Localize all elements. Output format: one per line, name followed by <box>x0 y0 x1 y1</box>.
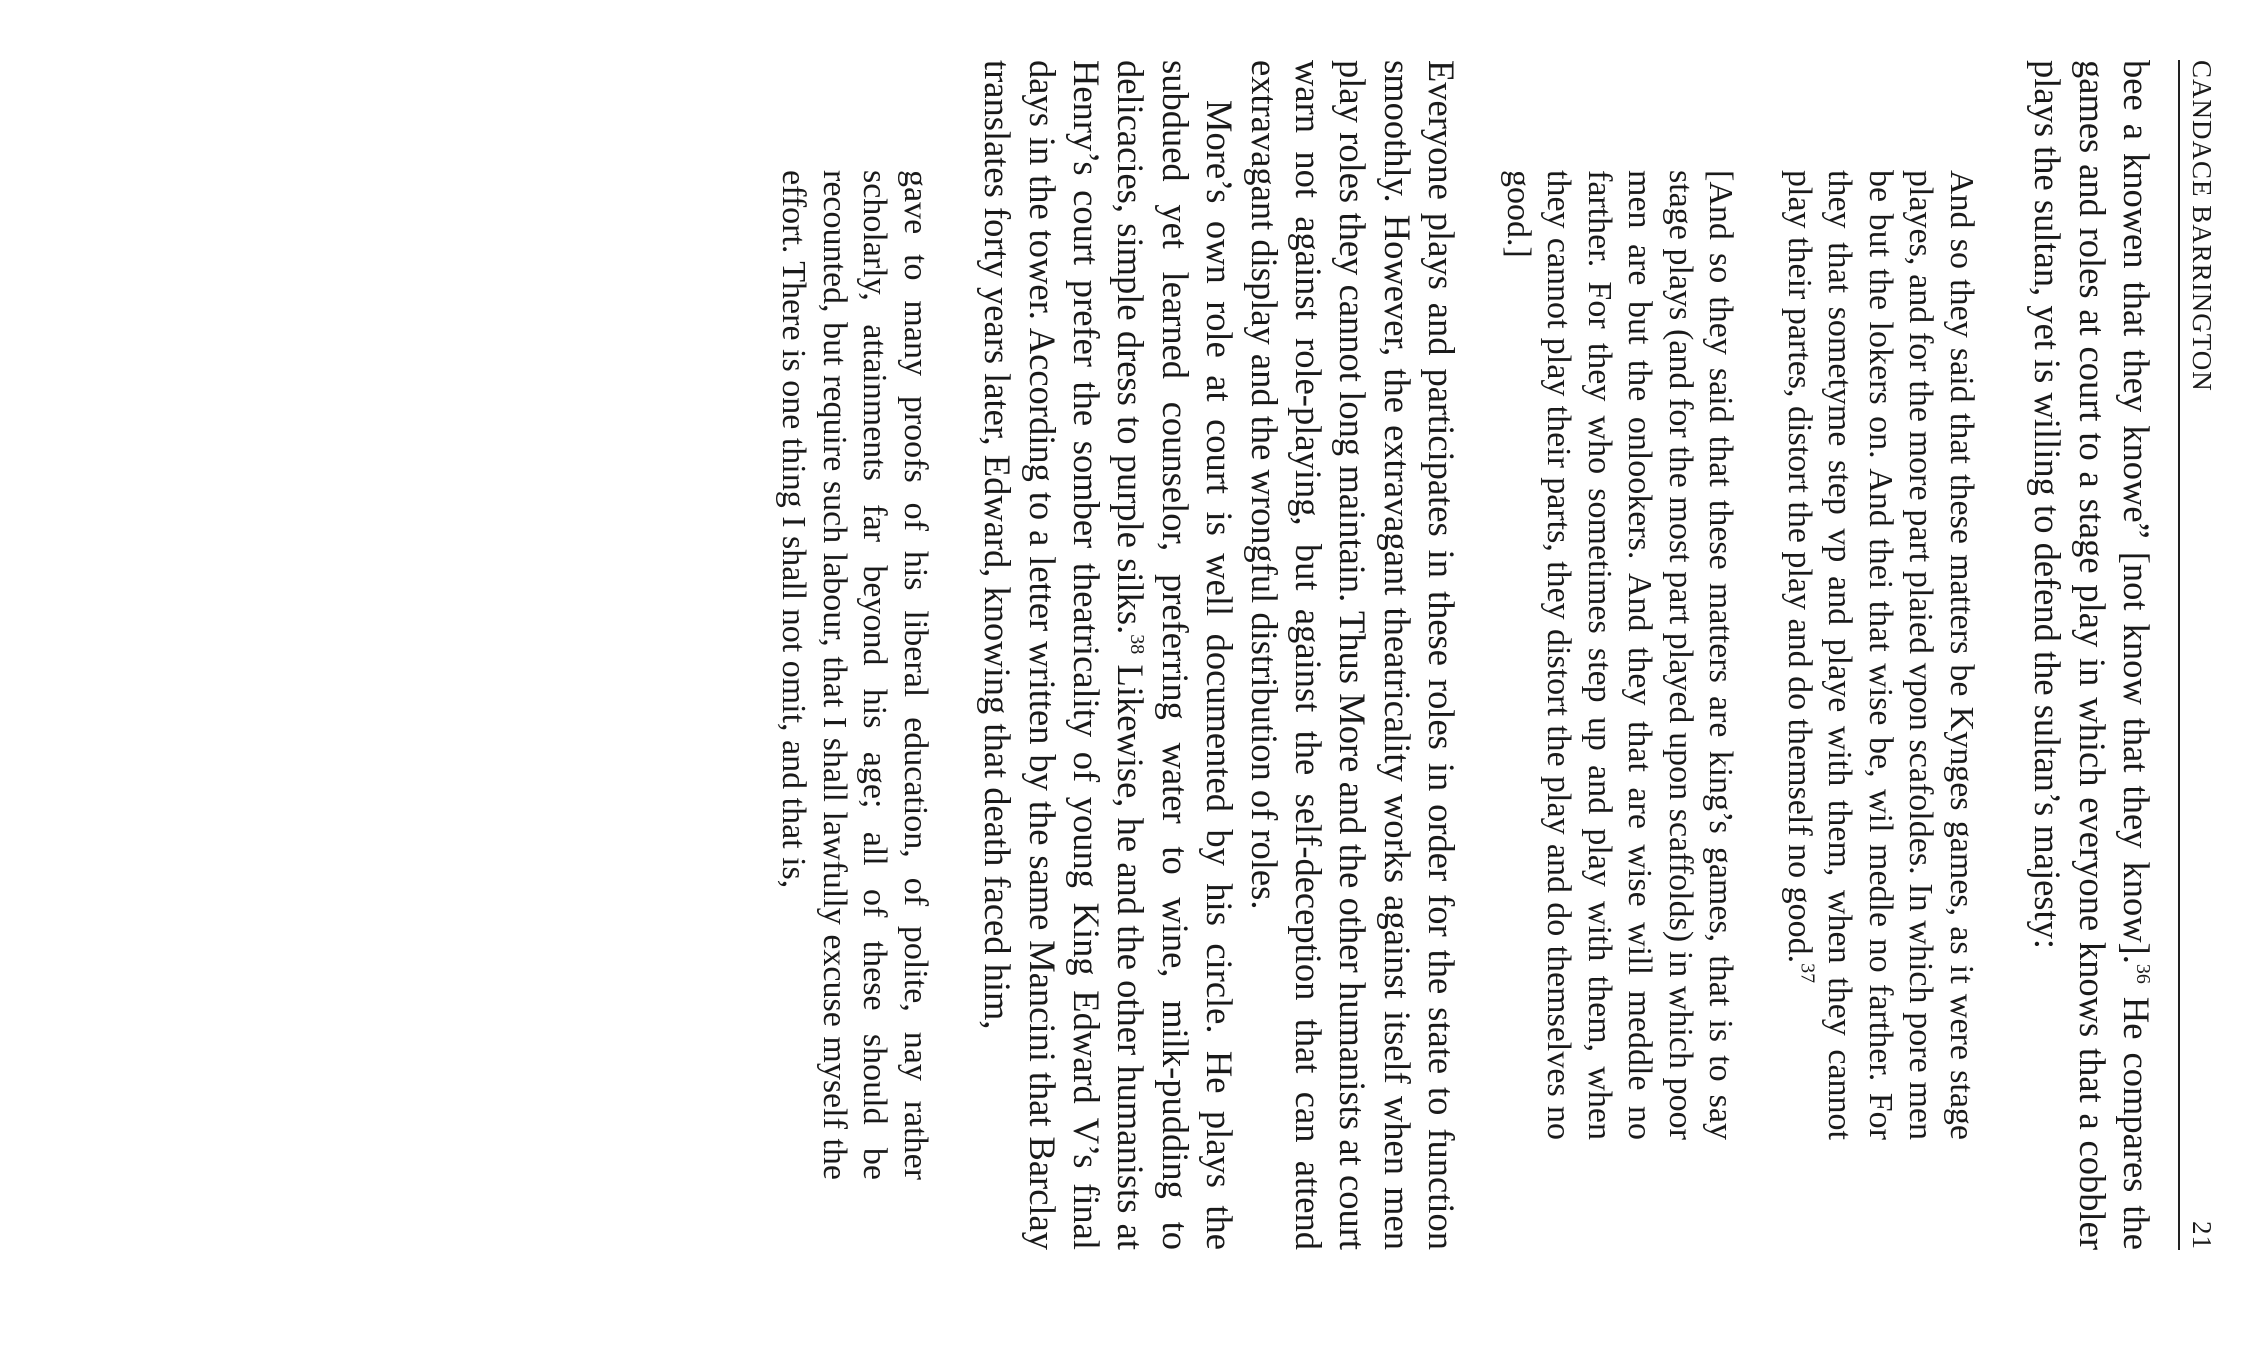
paragraph-3-text-b: Likewise, he and the other humanists at Henry’s court prefer the somber theatricality of young King Edward V’s final days in the tower. According to a letter written by the same Mancini that Barclay translates forty years later, Edward, knowing that death faced him, <box>977 60 1152 1250</box>
footnote-ref-37: 37 <box>1796 963 1819 984</box>
footnote-ref-38: 38 <box>1126 634 1149 655</box>
block-quote-middle-english-text: And so they said that these matters be Kynges games, as it were stage playes, and for the more part plaied vpon scafoldes. In which pore men be but the lokers on. And thei that wise be, wil medle no farther. For they that sometyme step vp and playe with them, when they cannot play their partes, distort the play and do themself no good. <box>1780 170 1980 1140</box>
block-quote-mancini: gave to many proofs of his liberal education, of polite, nay rather scholarly, attainments far beyond his age; all of these should be recounted, but require such labour, that I shall lawfully excuse myself the effort. There is one thing I shall not omit, and that is, <box>775 170 934 1180</box>
running-head-author: CANDACE BARRINGTON <box>2187 60 2217 392</box>
body-text <box>773 60 2158 1250</box>
paragraph-2: Everyone plays and participates in these roles in order for the state to function smoothly. However, the extravagant theatricality works against itself when men play roles they cannot long maintain. Thus More and the other humanists at court warn not against role-playing, but against the self-deception that can attend extravagant display and the wrongful distribution of roles. <box>1243 60 1463 1250</box>
paragraph-1-text-b: He compares the games and roles at court to a stage play in which everyone knows that a cobbler plays the sultan, yet is willing to defend the sultan’s majesty: <box>2027 60 2157 1250</box>
footnote-ref-36: 36 <box>2132 963 2155 984</box>
running-head <box>2178 60 2220 1250</box>
paragraph-1 <box>2025 60 2158 1250</box>
page-number: 21 <box>2187 1221 2217 1250</box>
paragraph-1-text-a: bee a knowen that they knowe” [not know that they know]. <box>2116 60 2157 964</box>
paragraph-3 <box>975 60 1241 1250</box>
paragraph-3-text-a: More’s own role at court is well documented by his circle. He plays the subdued yet learned counselor, preferring water to wine, milk-pudding to delicacies, simple dress to purple silks. <box>1110 60 1241 1250</box>
block-quote-modern-translation: [And so they said that these matters are king’s games, that is to say stage plays (and for the most part played upon scaffolds) in which poor men are but the onlookers. And they that are wise will meddle no farther. For they who sometimes step up and play with them, when they cannot play their parts, they distort the play and do themselves no good.] <box>1499 170 1740 1140</box>
block-quote-middle-english <box>1778 170 1981 1140</box>
